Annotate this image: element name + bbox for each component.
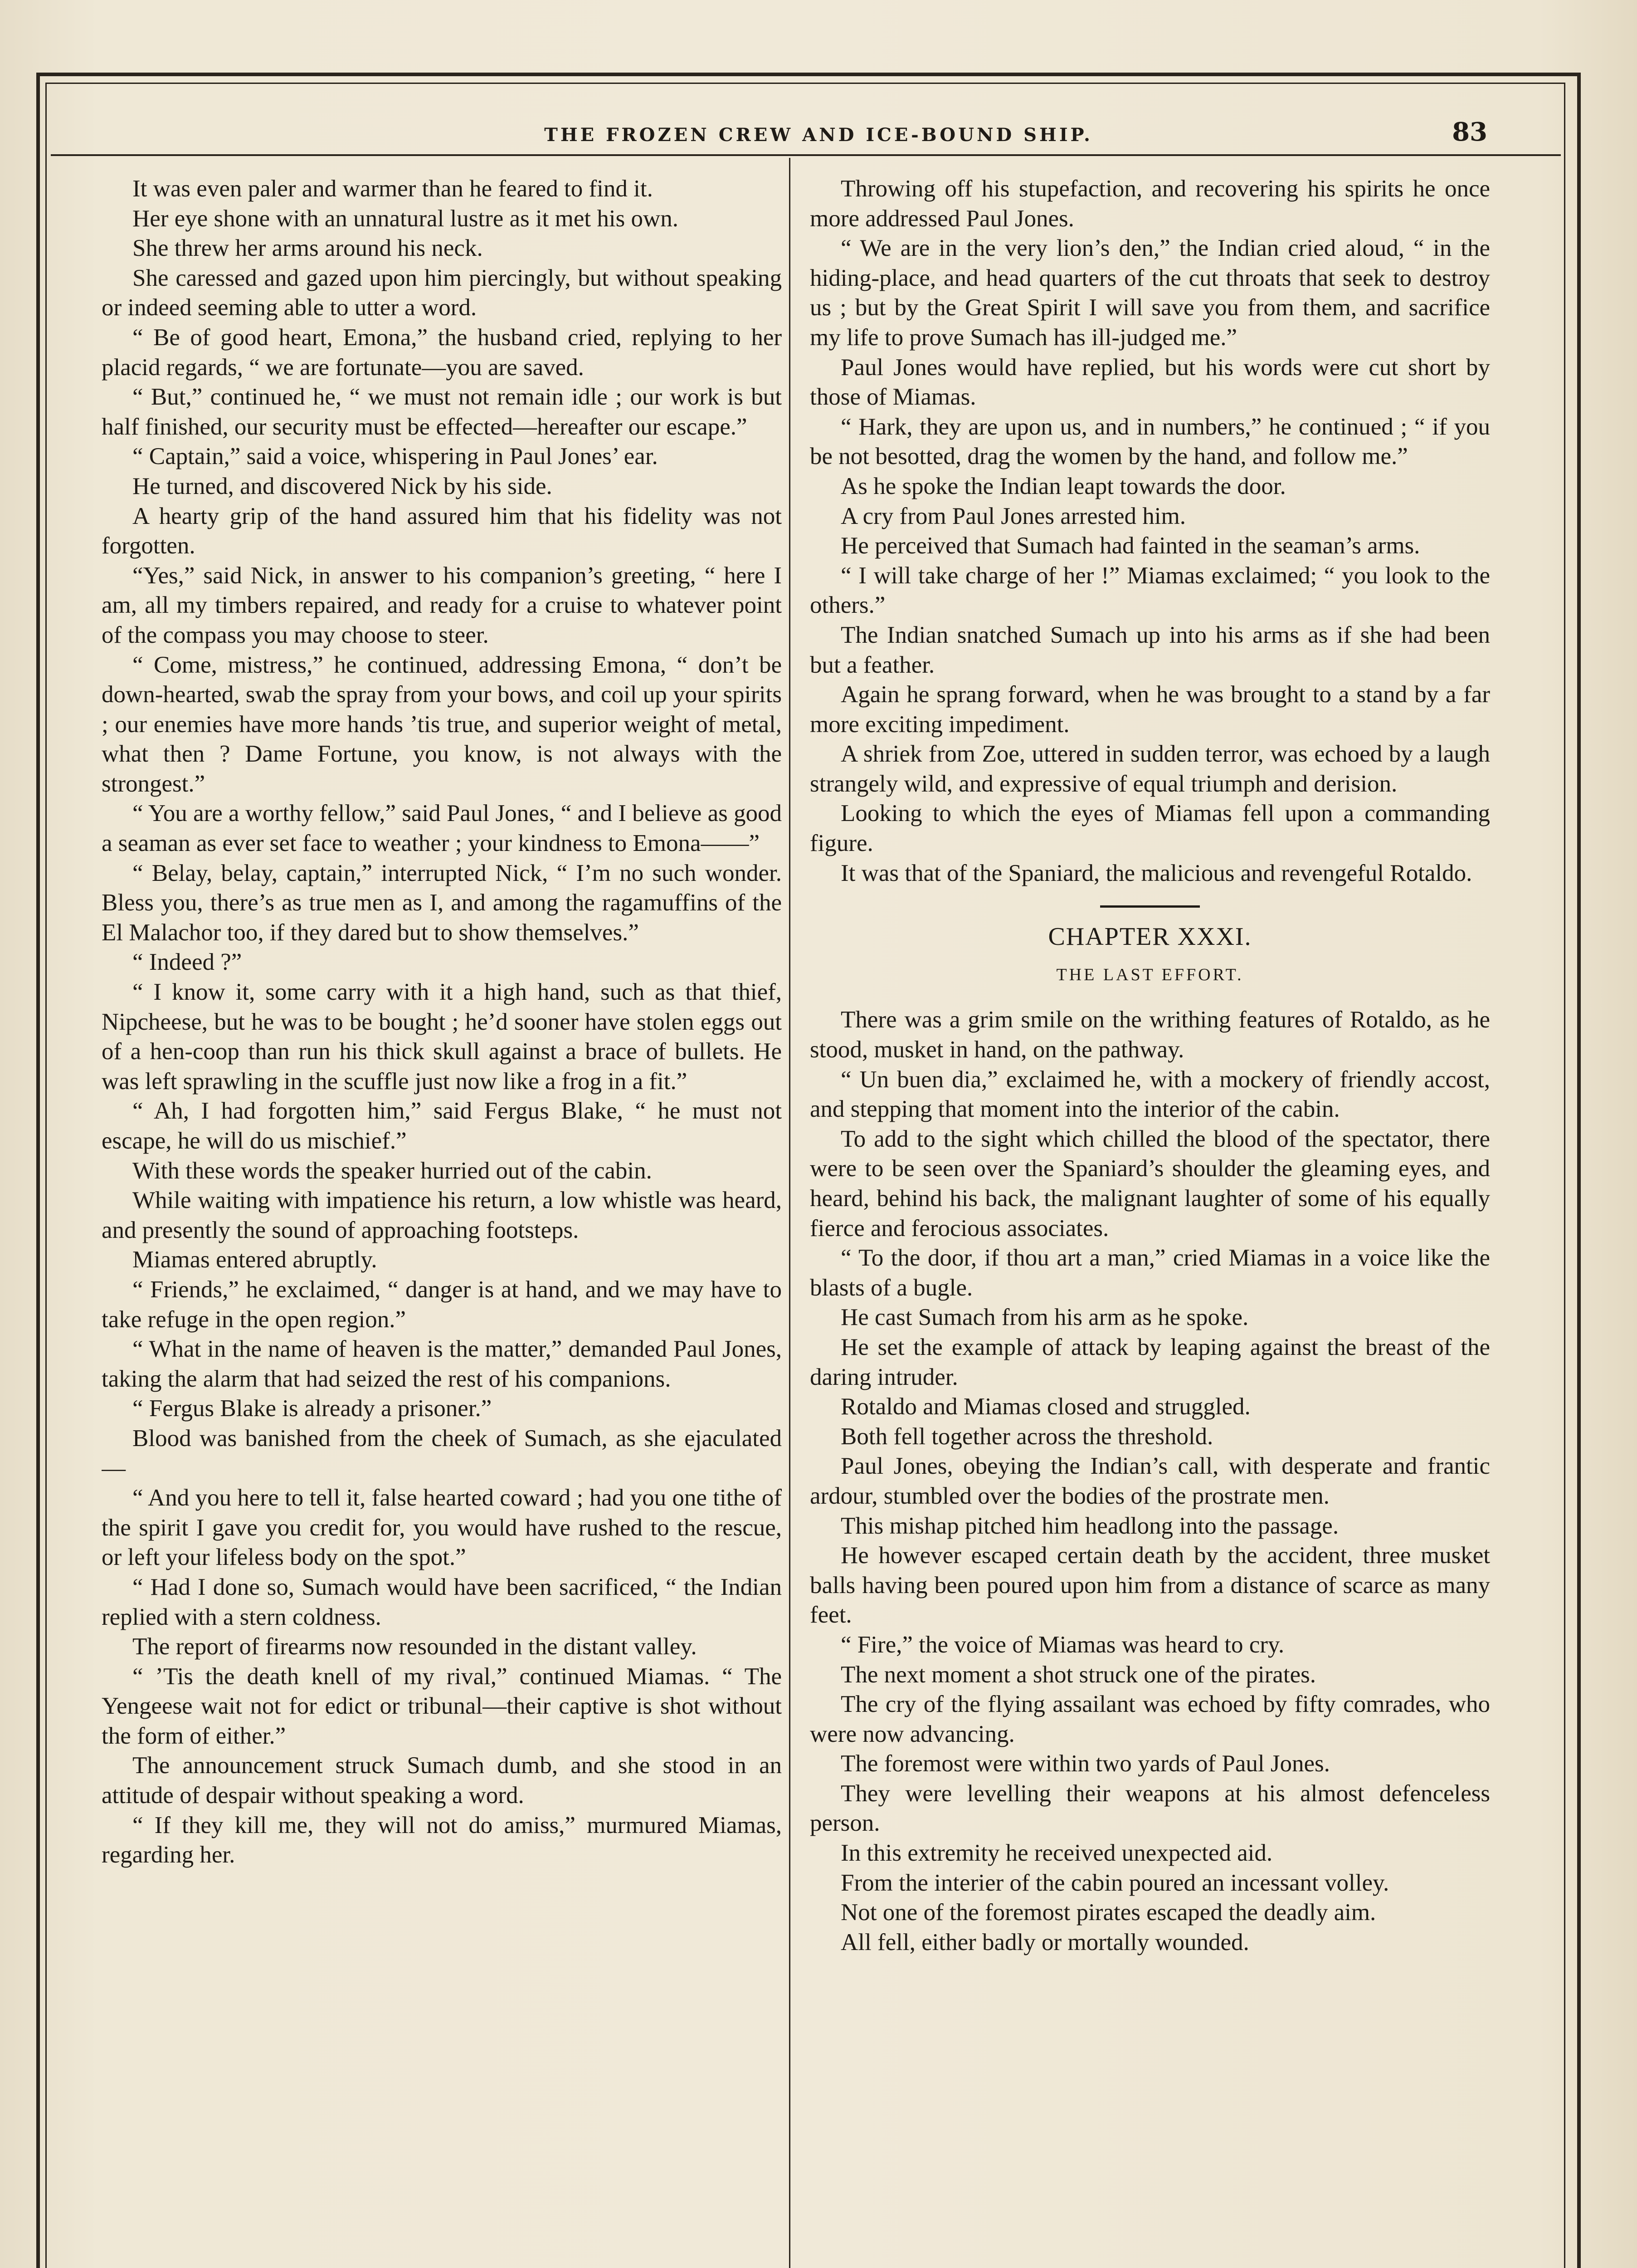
paragraph: As he spoke the Indian leapt towards the door.: [841, 473, 1286, 499]
paragraph: From the interier of the cabin poured an incessant volley.: [841, 1869, 1389, 1896]
paragraph: This mishap pitched him headlong into the passage.: [841, 1512, 1339, 1539]
paragraph: Paul Jones would have replied, but his words were cut short by those of Miamas.: [810, 354, 1490, 411]
paragraph: There was a grim smile on the writhing features of Rotaldo, as he stood, musket in hand, on the pathway.: [810, 1007, 1490, 1063]
paragraph: He cast Sumach from his arm as he spoke.: [841, 1304, 1249, 1331]
paragraph: “ Captain,” said a voice, whispering in Paul Jones’ ear.: [132, 443, 658, 470]
paragraph: “ Indeed ?”: [132, 949, 242, 976]
paragraph: The foremost were within two yards of Paul Jones.: [841, 1750, 1330, 1777]
paragraph: He set the example of attack by leaping against the breast of the daring intruder.: [810, 1334, 1490, 1390]
paragraph: The cry of the flying assailant was echoed by fifty comrades, who were now advancing.: [810, 1691, 1490, 1747]
paragraph: Rotaldo and Miamas closed and struggled.: [841, 1393, 1251, 1420]
paragraph: “Yes,” said Nick, in answer to his companion’s greeting, “ here I am, all my timbers repaired, and ready for a cruise to whatever point of the compass you may choose to steer.: [102, 562, 782, 648]
paragraph: “ I will take charge of her !” Miamas exclaimed; “ you look to the others.”: [810, 562, 1490, 619]
paragraph: It was that of the Spaniard, the malicious and revengeful Rotaldo.: [841, 860, 1472, 886]
paragraph: To add to the sight which chilled the blood of the spectator, there were to be seen over the Spaniard’s shoulder the gleaming eyes, and heard, behind his back, the malignant laughter of some of his equally fierce and ferocious associates.: [810, 1125, 1490, 1242]
paragraph: “ Hark, they are upon us, and in numbers,” he continued ; “ if you be not besotted, drag the women by the hand, and follow me.”: [810, 413, 1490, 470]
paragraph: All fell, either badly or mortally wounded.: [841, 1929, 1249, 1955]
running-head: THE FROZEN CREW AND ICE-BOUND SHIP.: [544, 124, 1093, 146]
right-column: [810, 174, 1490, 2268]
paragraph: “ To the door, if thou art a man,” cried Miamas in a voice like the blasts of a bugle.: [810, 1245, 1490, 1301]
paragraph: She caressed and gazed upon him piercingly, but without speaking or indeed seeming able to utter a word.: [102, 264, 782, 321]
paragraph: With these words the speaker hurried out of the cabin.: [132, 1157, 652, 1184]
page-number: 83: [1452, 117, 1487, 147]
paragraph: He however escaped certain death by the accident, three musket balls having been poured upon him from a distance of scarce as many feet.: [810, 1542, 1490, 1628]
paragraph: He perceived that Sumach had fainted in the seaman’s arms.: [841, 533, 1420, 559]
paragraph: “ You are a worthy fellow,” said Paul Jones, “ and I believe as good a seaman as ever set face to weather ; your kindness to Emona——”: [102, 800, 782, 857]
paragraph: He turned, and discovered Nick by his side.: [132, 473, 552, 499]
paragraph: “ Fire,” the voice of Miamas was heard to cry.: [841, 1631, 1285, 1658]
paragraph: Not one of the foremost pirates escaped the deadly aim.: [841, 1899, 1376, 1926]
chapter-subtitle: THE LAST EFFORT.: [1056, 965, 1244, 984]
paragraph: “ We are in the very lion’s den,” the Indian cried aloud, “ in the hiding-place, and head quarters of the cut throats that seek to destroy us ; but by the Great Spirit I will save you from them, and sacrifice my life to prove Sumach has ill-judged me.”: [810, 235, 1490, 351]
paragraph: A cry from Paul Jones arrested him.: [841, 503, 1186, 529]
paragraph: “ Be of good heart, Emona,” the husband cried, replying to her placid regards, “ we are fortunate—you are saved.: [102, 324, 782, 381]
paragraph: A shriek from Zoe, uttered in sudden terror, was echoed by a laugh strangely wild, and expressive of equal triumph and derision.: [810, 741, 1490, 797]
paragraph: Her eye shone with an unnatural lustre as it met his own.: [132, 205, 678, 232]
paragraph: “ Ah, I had forgotten him,” said Fergus Blake, “ he must not escape, he will do us mischief.”: [102, 1098, 782, 1154]
paragraph: “ Come, mistress,” he continued, addressing Emona, “ don’t be down-hearted, swab the spray from your bows, and coil up your spirits ; our enemies have more hands ’tis true, and superior weight of metal, what then ? Dame Fortune, you know, is not always with the strongest.”: [102, 651, 782, 797]
paragraph: Miamas entered abruptly.: [132, 1246, 377, 1273]
paragraph: They were levelling their weapons at his almost defenceless person.: [810, 1780, 1490, 1837]
column-divider: [789, 158, 790, 2268]
paragraph: “ Friends,” he exclaimed, “ danger is at hand, and we may have to take refuge in the open region.”: [102, 1276, 782, 1333]
paragraph: “ But,” continued he, “ we must not remain idle ; our work is but half finished, our security must be effected—hereafter our escape.”: [102, 384, 782, 440]
paragraph: It was even paler and warmer than he feared to find it.: [132, 176, 653, 202]
paragraph: Both fell together across the threshold.: [841, 1423, 1213, 1450]
right-column-lower: [810, 1005, 1490, 1957]
right-column-upper: [810, 174, 1490, 888]
paragraph: Again he sprang forward, when he was brought to a stand by a far more exciting impediment.: [810, 681, 1490, 738]
paragraph: “ Fergus Blake is already a prisoner.”: [132, 1395, 492, 1422]
paragraph: A hearty grip of the hand assured him that his fidelity was not forgotten.: [102, 503, 782, 559]
paragraph: Blood was banished from the cheek of Sumach, as she ejaculated—: [102, 1425, 782, 1481]
left-column: [102, 174, 782, 2268]
paragraph: The next moment a shot struck one of the pirates.: [841, 1661, 1316, 1688]
header-rule: [51, 154, 1561, 156]
paragraph: In this extremity he received unexpected aid.: [841, 1840, 1273, 1867]
paragraph: “ If they kill me, they will not do amiss,” murmured Miamas, regarding her.: [102, 1812, 782, 1868]
paragraph: “ ’Tis the death knell of my rival,” continued Miamas. “ The Yengeese wait not for edict or tribunal—their captive is shot without the form of either.”: [102, 1663, 782, 1749]
paragraph: The Indian snatched Sumach up into his arms as if she had been but a feather.: [810, 621, 1490, 678]
paragraph: “ I know it, some carry with it a high hand, such as that thief, Nipcheese, but he was to be bought ; he’d sooner have stolen eggs out of a hen-coop than run his thick skull against a brace of bullets. He was left sprawling in the scuffle just now like a frog in a fit.”: [102, 979, 782, 1095]
paragraph: She threw her arms around his neck.: [132, 235, 483, 262]
paragraph: While waiting with impatience his return, a low whistle was heard, and presently the sound of approaching footsteps.: [102, 1187, 782, 1243]
paragraph: The announcement struck Sumach dumb, and she stood in an attitude of despair without speaking a word.: [102, 1752, 782, 1809]
paragraph: Looking to which the eyes of Miamas fell upon a commanding figure.: [810, 800, 1490, 857]
paragraph: The report of firearms now resounded in the distant valley.: [132, 1633, 697, 1660]
chapter-title: CHAPTER XXXI.: [1048, 923, 1252, 951]
chapter-separator-rule: [1100, 905, 1200, 908]
paragraph: “ Belay, belay, captain,” interrupted Nick, “ I’m no such wonder. Bless you, there’s as true men as I, and among the ragamuffins of the El Malachor too, if they dared but to show themselves.”: [102, 860, 782, 946]
paragraph: Throwing off his stupefaction, and recovering his spirits he once more addressed Paul Jones.: [810, 176, 1490, 232]
paragraph: Paul Jones, obeying the Indian’s call, with desperate and frantic ardour, stumbled over the bodies of the prostrate men.: [810, 1453, 1490, 1509]
paragraph: “ Un buen dia,” exclaimed he, with a mockery of friendly accost, and stepping that moment into the interior of the cabin.: [810, 1066, 1490, 1123]
paragraph: “ What in the name of heaven is the matter,” demanded Paul Jones, taking the alarm that had seized the rest of his companions.: [102, 1336, 782, 1392]
paragraph: “ Had I done so, Sumach would have been sacrificed, “ the Indian replied with a stern coldness.: [102, 1574, 782, 1630]
paragraph: “ And you here to tell it, false hearted coward ; had you one tithe of the spirit I gave you credit for, you would have rushed to the rescue, or left your lifeless body on the spot.”: [102, 1485, 782, 1571]
